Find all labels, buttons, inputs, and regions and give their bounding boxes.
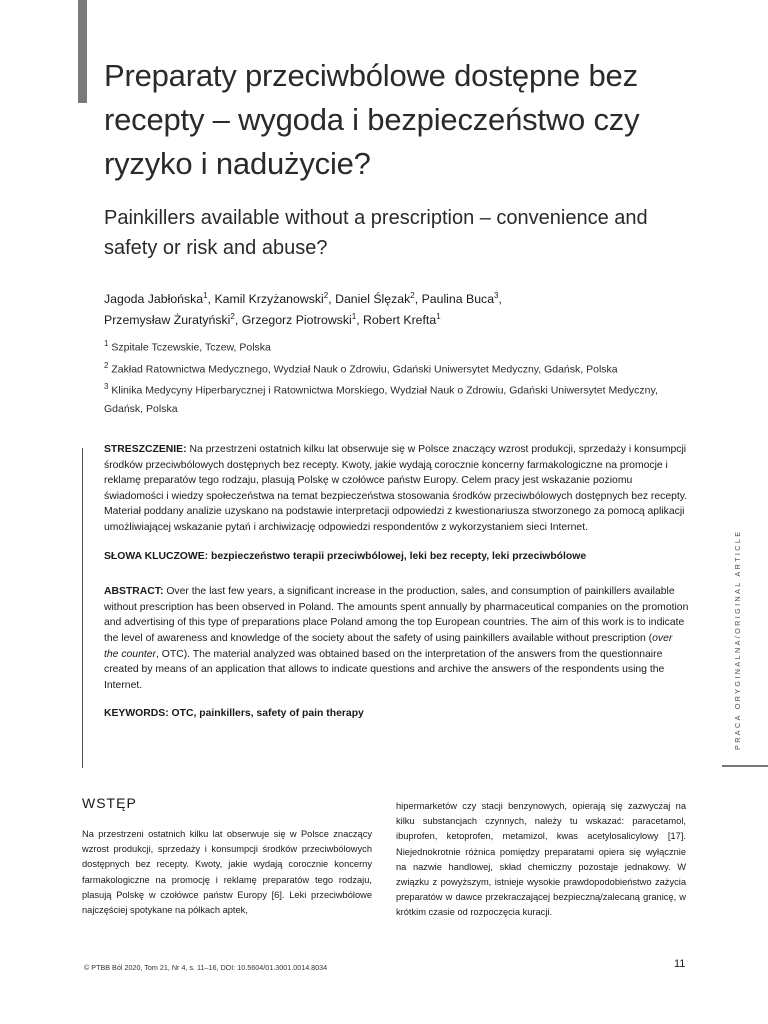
- body-column-left: [82, 795, 372, 918]
- author-list: [104, 287, 664, 329]
- side-divider-line: [722, 765, 768, 767]
- author: Paulina Buca$^3$,: [421, 291, 502, 307]
- affiliation-list: [104, 335, 694, 418]
- footer-citation: © PTBB Ból 2020, Tom 21, Nr 4, s. 11–16, DOI: 10.5604/01.3001.0014.8034: [84, 963, 328, 972]
- affiliation-item: $^3$ Klinika Medycyny Hiperbarycznej i Ratownictwa Morskiego, Wydział Nauk o Zdrowiu, Gdański Uniwersytet Medyczny, Gdańsk, Polska: [104, 382, 658, 415]
- abstract-section: [104, 442, 689, 722]
- article-title-english: Painkillers available without a prescription – convenience and safety or risk and abuse?: [104, 207, 648, 259]
- title-accent-bar: [78, 0, 87, 103]
- body-column-right: [396, 799, 686, 921]
- page-number: 11: [674, 958, 686, 970]
- slowa-kluczowe: SŁOWA KLUCZOWE: bezpieczeństwo terapii przeciwbólowej, leki bez recepty, leki przeciwbólowe: [104, 550, 587, 562]
- author: Kamil Krzyżanowski$^2$,: [214, 291, 336, 307]
- affiliation-item: $^2$ Zakład Ratownictwa Medycznego, Wydział Nauk o Zdrowiu, Gdański Uniwersytet Medyczny, Gdańsk, Polska: [104, 360, 618, 375]
- article-title-polish: Preparaty przeciwbólowe dostępne bez recepty – wygoda i bezpieczeństwo czy ryzyko i nadużycie?: [104, 58, 640, 181]
- affiliation-item: $^1$ Szpitale Tczewskie, Tczew, Polska: [104, 339, 271, 354]
- body-paragraph: hipermarketów czy stacji benzynowych, opierają się zazwyczaj na kilku substancjach czynnych, należy tu wskazać: paracetamol, ibuprofen, ketoprofen, metamizol, kwas acetylosalicylowy [17]. Niejednokrotnie różnica pomiędzy preparatami opiera się wyłącznie na nazwie handlowej, skład chemiczny pozostaje jednakowy. W związku z powyższym, istnieje wysokie prawdopodobieństwo zażycia preparatów w dawce przekraczającej bezpieczną/zalecaną granicę, w krótkim czasie od rozpoczęcia kuracji.: [396, 801, 686, 918]
- author: Daniel Ślęzak$^2$,: [335, 291, 422, 307]
- author: Przemysław Żuratyński$^2$,: [104, 312, 242, 328]
- author: Grzegorz Piotrowski$^1$,: [241, 312, 364, 328]
- article-type-label: PRACA ORYGINALNA/ORIGINAL ARTICLE: [733, 529, 742, 750]
- abstract-divider-line: [82, 448, 83, 768]
- streszczenie-paragraph: STRESZCZENIE: Na przestrzeni ostatnich kilku lat obserwuje się w Polsce znaczący wzrost produkcji, sprzedaży i konsumpcji środków przeciwbólowych dostępnych bez recepty. Kwoty, jakie wydają corocznie koncerny farmakologiczne na promocje i reklamę preparatów tego rodzaju, plasują Polskę w czołówce państw Europy. Celem pracy jest wskazanie poziomu świadomości i wiedzy społeczeństwa na temat bezpieczeństwa stosowania środków przeciwbólowych dostępnych bez recepty. Materiał poddany analizie uzyskano na podstawie interpretacji odpowiedzi z kwestionariusza stworzonego za pomocą aplikacji umożliwiającej wskazanie pytań i archiwizację odpowiedzi respondentów z wykorzystaniem sieci Internet.: [104, 444, 688, 533]
- body-paragraph: Na przestrzeni ostatnich kilku lat obserwuje się w Polsce znaczący wzrost produkcji, sprzedaży i konsumpcji środków przeciwbólowych dostępnych bez recepty. Kwoty, jakie wydają corocznie koncerny farmakologiczne na promocję i reklamę preparatów tego rodzaju, plasują Polskę w czołówce państw Europy [6]. Leki przeciwbólowe najczęściej spotykane na półkach aptek,: [82, 829, 372, 916]
- section-heading: WSTĘP: [82, 795, 137, 811]
- author: Jagoda Jabłońska$^1$,: [104, 291, 215, 307]
- abstract-paragraph: ABSTRACT: Over the last few years, a significant increase in the production, sales, and consumption of painkillers available without prescription has been observed in Poland. The amounts spent annually by pharmaceutical companies on the promotion and advertising of this type of preparations place Poland among the top European countries. The aim of this work is to indicate the level of awareness and knowledge of the society about the safety of using painkillers available without prescription (over the counter, OTC). The material analyzed was obtained based on the interpretation of the answers from the questionnaire created by means of an application that allows to indicate questions and archive the answers of the respondents using the Internet.: [104, 586, 689, 691]
- keywords: KEYWORDS: OTC, painkillers, safety of pain therapy: [104, 708, 364, 720]
- author: Robert Krefta$^1$: [363, 312, 441, 328]
